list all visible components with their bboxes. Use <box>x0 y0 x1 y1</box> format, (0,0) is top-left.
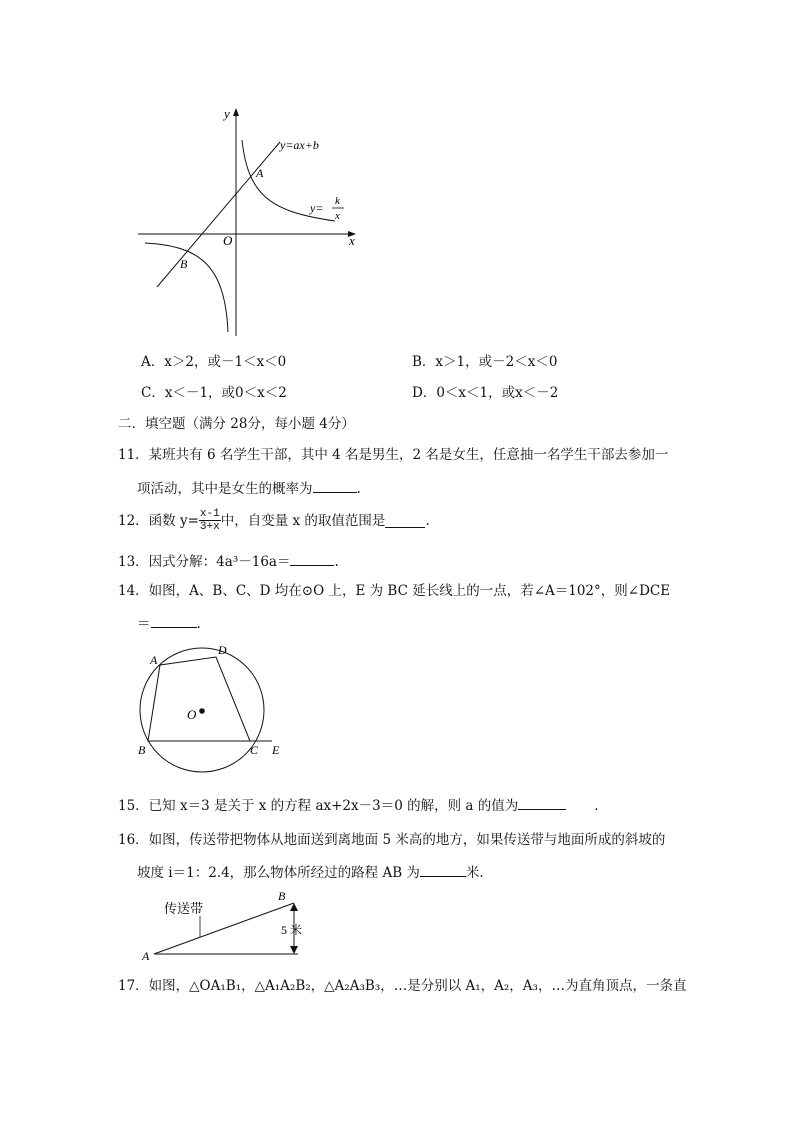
option-c: C．x＜－1，或0＜x＜2 <box>141 385 287 401</box>
question-14-end: . <box>196 616 201 632</box>
question-17: 17．如图，△OA₁B₁，△A₁A₂B₂，△A₂A₃B₃，…是分别以 A₁，A₂，A₃，…为直角顶点，一条直 <box>118 978 687 994</box>
center-label: O <box>187 707 197 722</box>
question-12 <box>118 508 430 533</box>
point-b-label: B <box>180 257 188 271</box>
question-14-line2 <box>137 613 201 633</box>
point-b-label: B <box>138 743 146 757</box>
option-a: A．x＞2，或－1＜x＜0 <box>141 354 287 370</box>
question-12-end: . <box>425 512 430 529</box>
question-15-text: 15．已知 x＝3 是关于 x 的方程 ax+2x－3＝0 的解，则 a 的值为 <box>118 798 519 814</box>
hyperbola-denominator: x <box>335 210 340 222</box>
option-d: D．0＜x＜1，或x＜－2 <box>412 385 559 401</box>
question-15 <box>118 795 599 815</box>
point-a-label: A <box>256 166 264 180</box>
question-16-line1: 16．如图，传送带把物体从地面送到离地面 5 米高的地方，如果传送带与地面所成的斜坡的 <box>118 832 666 848</box>
circle-figure <box>130 638 300 778</box>
question-11-text: 项活动，其中是女生的概率为 <box>137 481 313 497</box>
answer-blank <box>385 513 425 528</box>
question-16-text: 坡度 i＝1：2.4，那么物体所经过的路程 AB 为 <box>137 865 420 881</box>
linear-function-line <box>157 142 280 287</box>
option-b: B．x＞1，或－2＜x＜0 <box>412 354 558 370</box>
question-15-end: . <box>594 798 599 814</box>
center-dot <box>199 708 205 714</box>
question-13 <box>118 551 339 571</box>
quadrilateral-abcd <box>148 657 250 741</box>
line-equation-label: y=ax+b <box>280 138 319 152</box>
hyperbola-label-prefix: y= <box>310 201 324 215</box>
question-16-unit: 米. <box>465 865 484 881</box>
height-arrow-bottom <box>290 946 298 954</box>
y-axis-label: y <box>224 106 230 121</box>
question-11-line2 <box>137 478 361 498</box>
answer-blank <box>313 478 357 493</box>
question-16-line2 <box>137 862 484 882</box>
question-12-pre: 12．函数 y= <box>118 512 199 529</box>
question-11-end: . <box>356 481 361 497</box>
height-label: 5 米 <box>281 923 303 937</box>
point-b-label: B <box>278 889 286 903</box>
x-axis-label: x <box>349 233 355 248</box>
question-14-line1: 14．如图，A、B、C、D 均在⊙O 上，E 为 BC 延长线上的一点，若∠A＝102°，则∠DCE <box>118 583 671 599</box>
point-a-label: A <box>142 949 150 963</box>
fraction-numerator: x-1 <box>199 508 220 520</box>
answer-blank <box>420 862 466 877</box>
question-12-post: 中，自变量 x 的取值范围是 <box>220 512 386 529</box>
point-e-label: E <box>272 743 280 757</box>
section-title: 二．填空题（满分 28分，每小题 4分） <box>118 416 355 432</box>
point-a-label: A <box>150 653 158 667</box>
fraction <box>199 508 221 533</box>
point-c-label: C <box>250 743 259 757</box>
conveyor-figure <box>138 886 328 966</box>
answer-blank <box>151 613 197 628</box>
answer-blank <box>290 551 334 566</box>
y-axis-arrow <box>233 108 239 116</box>
origin-label: O <box>223 233 233 248</box>
function-graph <box>130 100 370 340</box>
question-11-line1: 11．某班共有 6 名学生干部，其中 4 名是男生，2 名是女生，任意抽一名学生干部去参加一 <box>118 447 669 463</box>
question-14-eq: ＝ <box>137 616 151 632</box>
conveyor-label: 传送带 <box>164 901 204 916</box>
fraction-denominator: 3+x <box>199 521 220 533</box>
question-13-text: 13．因式分解：4a³－16a＝ <box>118 554 291 570</box>
answer-blank <box>518 795 566 810</box>
hyperbola-numerator: k <box>335 195 340 207</box>
question-13-end: . <box>334 554 339 570</box>
point-d-label: D <box>218 643 227 657</box>
